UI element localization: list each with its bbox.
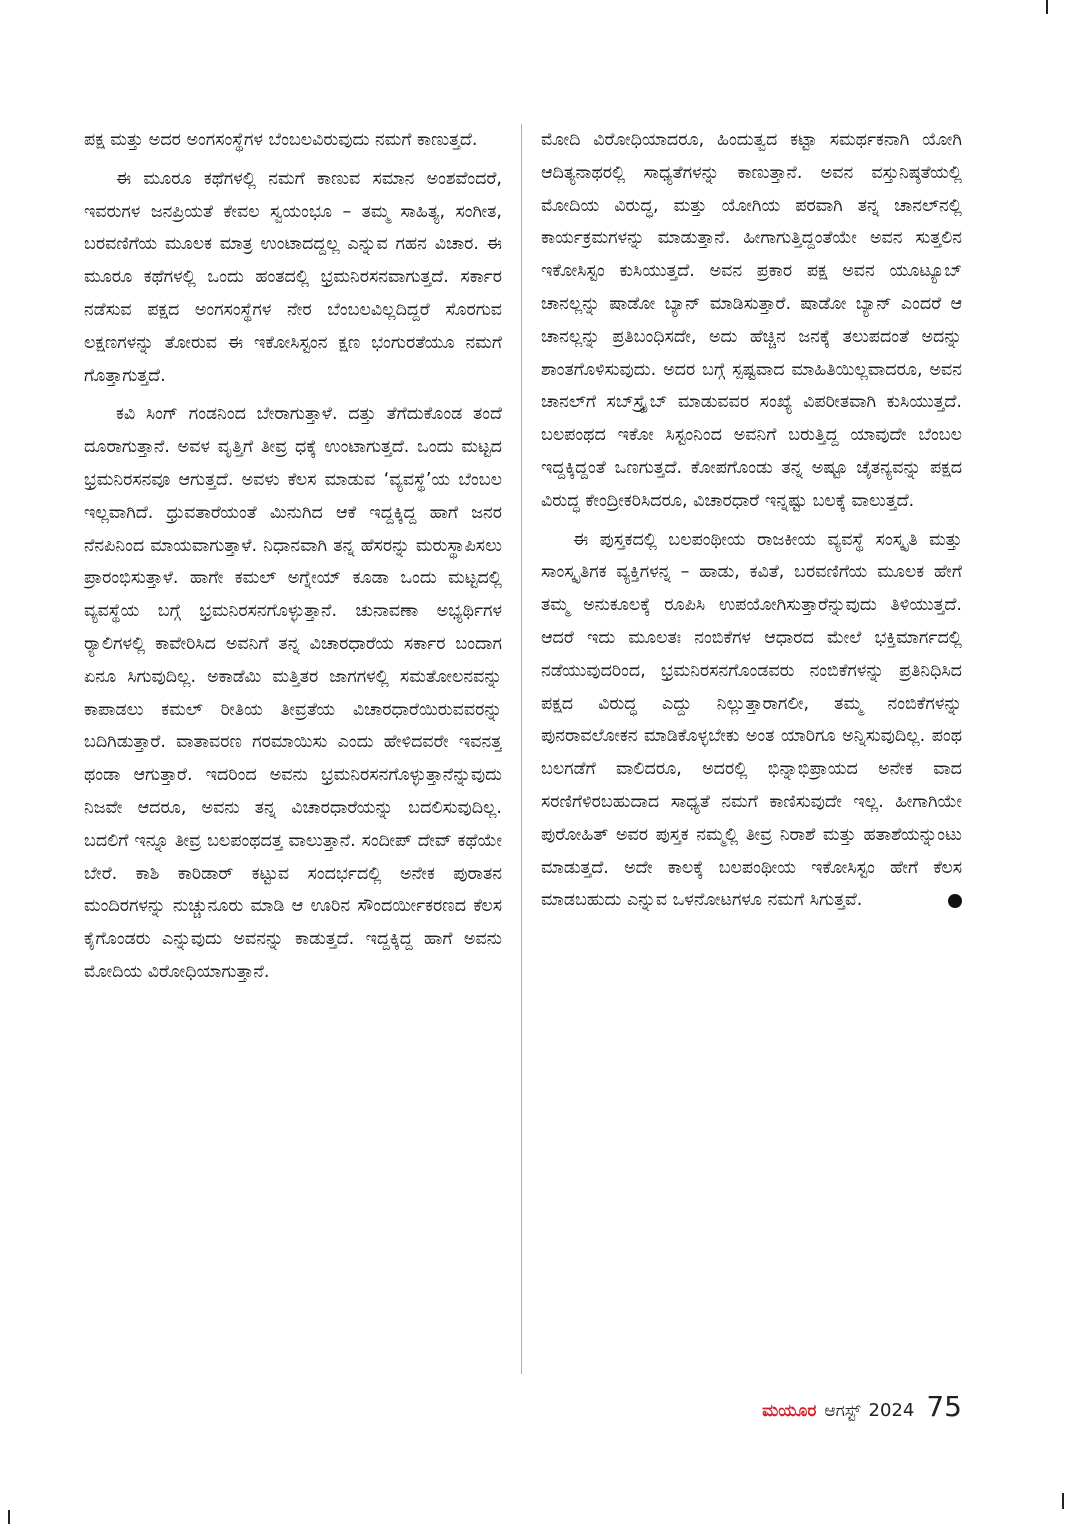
left-column	[84, 124, 502, 1384]
paragraph: ಈ ಮೂರೂ ಕಥೆಗಳಲ್ಲಿ ನಮಗೆ ಕಾಣುವ ಸಮಾನ ಅಂಶವೆಂದರೆ, ಇವರುಗಳ ಜನಪ್ರಿಯತೆ ಕೇವಲ ಸ್ವಯಂಭೂ – ತಮ್ಮ ಸಾಹಿತ್ಯ, ಸಂಗೀತ, ಬರವಣಿಗೆಯ ಮೂಲಕ ಮಾತ್ರ ಉಂಟಾದದ್ದಲ್ಲ ಎನ್ನುವ ಗಹನ ವಿಚಾರ. ಈ ಮೂರೂ ಕಥೆಗಳಲ್ಲಿ ಒಂದು ಹಂತದಲ್ಲಿ ಭ್ರಮನಿರಸನವಾಗುತ್ತದೆ. ಸರ್ಕಾರ ನಡೆಸುವ ಪಕ್ಷದ ಅಂಗಸಂಸ್ಥೆಗಳ ನೇರ ಬೆಂಬಲವಿಲ್ಲದಿದ್ದರೆ ಸೊರಗುವ ಲಕ್ಷಣಗಳನ್ನು ತೋರುವ ಈ ಇಕೋಸಿಸ್ಟಂನ ಕ್ಷಣ ಭಂಗುರತೆಯೂ ನಮಗೆ ಗೊತ್ತಾಗುತ್ತದೆ.	[84, 168, 502, 386]
crop-mark	[1062, 1493, 1064, 1509]
column-divider	[521, 124, 522, 1374]
right-column	[541, 124, 962, 1384]
page-footer	[762, 1390, 962, 1423]
issue-month: ಆಗಸ್ಟ್	[824, 1401, 861, 1421]
issue-year: 2024	[868, 1400, 915, 1421]
paragraph: ಪಕ್ಷ ಮತ್ತು ಅದರ ಅಂಗಸಂಸ್ಥೆಗಳ ಬೆಂಬಲವಿರುವುದು ನಮಗೆ ಕಾಣುತ್ತದೆ.	[84, 130, 478, 150]
magazine-brand: ಮಯೂರ	[762, 1401, 817, 1421]
paragraph: ಮೋದಿ ವಿರೋಧಿಯಾದರೂ, ಹಿಂದುತ್ವದ ಕಟ್ಟಾ ಸಮರ್ಥಕನಾಗಿ ಯೋಗಿ ಆದಿತ್ಯನಾಥರಲ್ಲಿ ಸಾಧ್ಯತೆಗಳನ್ನು ಕಾಣುತ್ತಾನೆ. ಅವನ ವಸ್ತುನಿಷ್ಠತೆಯಲ್ಲಿ ಮೋದಿಯ ವಿರುದ್ಧ, ಮತ್ತು ಯೋಗಿಯ ಪರವಾಗಿ ತನ್ನ ಚಾನಲ್‌ನಲ್ಲಿ ಕಾರ್ಯಕ್ರಮಗಳನ್ನು ಮಾಡುತ್ತಾನೆ. ಹೀಗಾಗುತ್ತಿದ್ದಂತೆಯೇ ಅವನ ಸುತ್ತಲಿನ ಇಕೋಸಿಸ್ಟಂ ಕುಸಿಯುತ್ತದೆ. ಅವನ ಪ್ರಕಾರ ಪಕ್ಷ ಅವನ ಯೂಟ್ಯೂಬ್ ಚಾನಲ್ಲನ್ನು ಷಾಡೋ ಬ್ಯಾನ್ ಮಾಡಿಸುತ್ತಾರೆ. ಷಾಡೋ ಬ್ಯಾನ್ ಎಂದರೆ ಆ ಚಾನಲ್ಲನ್ನು ಪ್ರತಿಬಂಧಿಸದೇ, ಅದು ಹೆಚ್ಚಿನ ಜನಕ್ಕೆ ತಲುಪದಂತೆ ಅದನ್ನು ಶಾಂತಗೊಳಿಸುವುದು. ಅದರ ಬಗ್ಗೆ ಸ್ಪಷ್ಟವಾದ ಮಾಹಿತಿಯಿಲ್ಲವಾದರೂ, ಅವನ ಚಾನಲ್‌ಗೆ ಸಬ್‌ಸ್ಕ್ರೈಬ್ ಮಾಡುವವರ ಸಂಖ್ಯೆ ವಿಪರೀತವಾಗಿ ಕುಸಿಯುತ್ತದೆ. ಬಲಪಂಥದ ಇಕೋ ಸಿಸ್ಟಂನಿಂದ ಅವನಿಗೆ ಬರುತ್ತಿದ್ದ ಯಾವುದೇ ಬೆಂಬಲ ಇದ್ದಕ್ಕಿದ್ದಂತೆ ಒಣಗುತ್ತದೆ. ಕೋಪಗೊಂಡು ತನ್ನ ಅಷ್ಟೂ ಚೈತನ್ಯವನ್ನು ಪಕ್ಷದ ವಿರುದ್ಧ ಕೇಂದ್ರೀಕರಿಸಿದರೂ, ವಿಚಾರಧಾರೆ ಇನ್ನಷ್ಟು ಬಲಕ್ಕೆ ವಾಲುತ್ತದೆ.	[541, 130, 962, 511]
paragraph	[541, 524, 962, 918]
paragraph-text: ಈ ಪುಸ್ತಕದಲ್ಲಿ ಬಲಪಂಥೀಯ ರಾಜಕೀಯ ವ್ಯವಸ್ಥೆ ಸಂಸ್ಕೃತಿ ಮತ್ತು ಸಾಂಸ್ಕೃತಿಗಕ ವ್ಯಕ್ತಿಗಳನ್ನ – ಹಾಡು, ಕವಿತೆ, ಬರವಣಿಗೆಯ ಮೂಲಕ ಹೇಗೆ ತಮ್ಮ ಅನುಕೂಲಕ್ಕೆ ರೂಪಿಸಿ ಉಪಯೋಗಿಸುತ್ತಾರೆನ್ನುವುದು ತಿಳಿಯುತ್ತದೆ. ಆದರೆ ಇದು ಮೂಲತಃ ನಂಬಿಕೆಗಳ ಆಧಾರದ ಮೇಲೆ ಭಕ್ತಿಮಾರ್ಗದಲ್ಲಿ ನಡೆಯುವುದರಿಂದ, ಭ್ರಮನಿರಸನಗೊಂಡವರು ನಂಬಿಕೆಗಳನ್ನು ಪ್ರತಿನಿಧಿಸಿದ ಪಕ್ಷದ ವಿರುದ್ಧ ಎದ್ದು ನಿಲ್ಲುತ್ತಾರಾಗಲೀ, ತಮ್ಮ ನಂಬಿಕೆಗಳನ್ನು ಪುನರಾವಲೋಕನ ಮಾಡಿಕೊಳ್ಳಬೇಕು ಅಂತ ಯಾರಿಗೂ ಅನ್ನಿಸುವುದಿಲ್ಲ. ಪಂಥ ಬಲಗಡೆಗೆ ವಾಲಿದರೂ, ಅದರಲ್ಲಿ ಭಿನ್ನಾಭಿಪ್ರಾಯದ ಅನೇಕ ವಾದ ಸರಣಿಗೆಳಿರಬಹುದಾದ ಸಾಧ್ಯತೆ ನಮಗೆ ಕಾಣಿಸುವುದೇ ಇಲ್ಲ. ಹೀಗಾಗಿಯೇ ಪುರೋಹಿತ್ ಅವರ ಪುಸ್ತಕ ನಮ್ಮಲ್ಲಿ ತೀವ್ರ ನಿರಾಶೆ ಮತ್ತು ಹತಾಶೆಯನ್ನುಂಟು ಮಾಡುತ್ತದೆ. ಅದೇ ಕಾಲಕ್ಕೆ ಬಲಪಂಥೀಯ ಇಕೋಸಿಸ್ಟಂ ಹೇಗೆ ಕೆಲಸ ಮಾಡಬಹುದು ಎನ್ನುವ ಒಳನೋಟಗಳೂ ನಮಗೆ ಸಿಗುತ್ತವೆ.	[541, 529, 962, 911]
page-number: 75	[926, 1390, 962, 1423]
crop-mark	[1046, 0, 1048, 14]
paragraph: ಕವಿ ಸಿಂಗ್ ಗಂಡನಿಂದ ಬೇರಾಗುತ್ತಾಳೆ. ದತ್ತು ತೆಗೆದುಕೊಂಡ ತಂದೆ ದೂರಾಗುತ್ತಾನೆ. ಅವಳ ವೃತ್ತಿಗೆ ತೀವ್ರ ಧಕ್ಕೆ ಉಂಟಾಗುತ್ತದೆ. ಒಂದು ಮಟ್ಟದ ಭ್ರಮನಿರಸನವೂ ಆಗುತ್ತದೆ. ಅವಳು ಕೆಲಸ ಮಾಡುವ ‘ವ್ಯವಸ್ಥೆ’ಯ ಬೆಂಬಲ ಇಲ್ಲವಾಗಿದೆ. ಧ್ರುವತಾರೆಯಂತೆ ಮಿನುಗಿದ ಆಕೆ ಇದ್ದಕ್ಕಿದ್ದ ಹಾಗೆ ಜನರ ನೆನಪಿನಿಂದ ಮಾಯವಾಗುತ್ತಾಳೆ. ನಿಧಾನವಾಗಿ ತನ್ನ ಹೆಸರನ್ನು ಮರುಸ್ಥಾಪಿಸಲು ಪ್ರಾರಂಭಿಸುತ್ತಾಳೆ. ಹಾಗೇ ಕಮಲ್ ಅಗ್ನೇಯ್ ಕೂಡಾ ಒಂದು ಮಟ್ಟದಲ್ಲಿ ವ್ಯವಸ್ಥೆಯ ಬಗ್ಗೆ ಭ್ರಮನಿರಸನಗೊಳ್ಳುತ್ತಾನೆ. ಚುನಾವಣಾ ಅಭ್ಯರ್ಥಿಗಳ ರ್‍ಯಾಲಿಗಳಲ್ಲಿ ಕಾವೇರಿಸಿದ ಅವನಿಗೆ ತನ್ನ ವಿಚಾರಧಾರೆಯ ಸರ್ಕಾರ ಬಂದಾಗ ಏನೂ ಸಿಗುವುದಿಲ್ಲ. ಅಕಾಡೆಮಿ ಮತ್ತಿತರ ಜಾಗಗಳಲ್ಲಿ ಸಮತೋಲನವನ್ನು ಕಾಪಾಡಲು ಕಮಲ್ ರೀತಿಯ ತೀವ್ರತೆಯ ವಿಚಾರಧಾರೆಯಿರುವವರನ್ನು ಬದಿಗಿಡುತ್ತಾರೆ. ವಾತಾವರಣ ಗರಮಾಯಿಸು ಎಂದು ಹೇಳಿದವರೇ ಇವನತ್ತ ಥಂಡಾ ಆಗುತ್ತಾರೆ. ಇದರಿಂದ ಅವನು ಭ್ರಮನಿರಸನಗೊಳ್ಳುತ್ತಾನೆನ್ನುವುದು ನಿಜವೇ ಆದರೂ, ಅವನು ತನ್ನ ವಿಚಾರಧಾರೆಯನ್ನು ಬದಲಿಸುವುದಿಲ್ಲ. ಬದಲಿಗೆ ಇನ್ನೂ ತೀವ್ರ ಬಲಪಂಥದತ್ತ ವಾಲುತ್ತಾನೆ. ಸಂದೀಪ್ ದೇವ್ ಕಥೆಯೇ ಬೇರೆ. ಕಾಶಿ ಕಾರಿಡಾರ್ ಕಟ್ಟುವ ಸಂದರ್ಭದಲ್ಲಿ ಅನೇಕ ಪುರಾತನ ಮಂದಿರಗಳನ್ನು ನುಚ್ಚುನೂರು ಮಾಡಿ ಆ ಊರಿನ ಸೌಂದರ್ಯೀಕರಣದ ಕೆಲಸ ಕೈಗೊಂಡರು ಎನ್ನುವುದು ಅವನನ್ನು ಕಾಡುತ್ತದೆ. ಇದ್ದಕ್ಕಿದ್ದ ಹಾಗೆ ಅವನು ಮೋದಿಯ ವಿರೋಧಿಯಾಗುತ್ತಾನೆ.	[84, 404, 502, 982]
end-of-article-dot-icon	[948, 894, 962, 908]
crop-mark	[8, 1510, 10, 1524]
